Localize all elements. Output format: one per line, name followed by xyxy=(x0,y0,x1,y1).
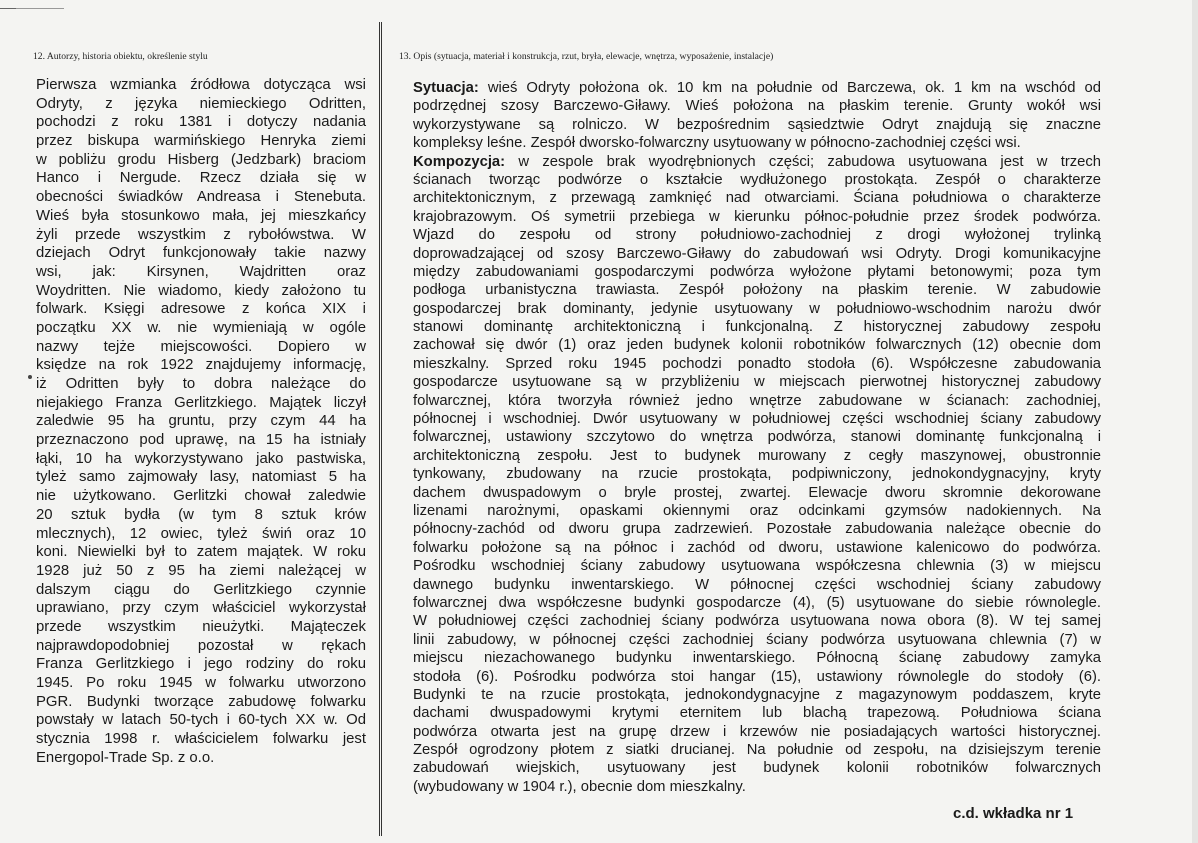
history-line: Hanco i Nergude. Rzecz działa się w xyxy=(36,170,366,187)
description-line: (wybudowany w 1904 r.), obecnie dom mieszkalny. xyxy=(413,778,746,795)
history-line: 1945. Po roku 1945 w folwarku utworzono xyxy=(36,675,366,691)
description-line: krajobrazowym. Oś symetrii przebiega w kierunku północ-południe przez środek podwórza. xyxy=(413,208,1101,225)
history-text xyxy=(36,76,366,767)
description-line: Zespół ogrodzony płotem z siatki drucianej. Na południe od zespołu, na dzisiejszym terenie xyxy=(413,742,1101,759)
history-line: Franza Gerlitzkiego i jego rodziny do roku xyxy=(36,656,366,673)
history-line: niejakiego Franza Gerlitzkiego. Majątek liczył xyxy=(36,394,366,411)
description-line xyxy=(413,79,1101,97)
section-header-history: 12. Autorzy, historia obiektu, określenie stylu xyxy=(33,51,208,62)
history-line: w pobliżu grodu Hisberg (Jedzbark) braciom xyxy=(36,151,366,168)
history-line: dziejach Odryt funkcjonowały takie nazwy xyxy=(36,245,366,262)
column-divider-second-line xyxy=(381,22,382,836)
description-line: między zabudowaniami gospodarczymi podwórza wyłożone płytami betonowymi; poza tym xyxy=(413,263,1101,280)
description-line: północny-zachód od dworu grupa zadrzewień. Pozostałe zabudowania należące obecnie do xyxy=(413,521,1101,538)
description-line: lizenami narożnymi, opaskami okiennymi oraz odcinkami gzymsów nadokiennych. Na xyxy=(413,502,1101,519)
description-line: mieszkalny. Sprzed roku 1945 pochodzi ponadto stodoła (6). Współczesne zabudowania xyxy=(413,355,1101,372)
description-line: folwarcznej, która tworzyła również jedno wnętrze zabudowane w ścianach: zachodniej, xyxy=(413,392,1101,409)
history-line: tyleż samo zajmowały lasy, natomiast 5 ha xyxy=(36,469,366,486)
history-line: zaledwie 95 ha gruntu, przy czym 44 ha xyxy=(36,413,366,430)
history-line: 1928 już 50 z 95 ha ziemi należącej w xyxy=(36,562,366,579)
margin-mark xyxy=(28,375,32,379)
history-line: dalszym ciągu do Gerlitzkiego czynnie xyxy=(36,581,366,598)
description-line: podrzędnej szosy Barczewo-Giławy. Wieś położona na płaskim terenie. Grunty wokół wsi xyxy=(413,98,1101,115)
description-line: tynkowany, zbudowany na rzucie prostokąta, podpiwniczony, jednokondygnacyjny, kryty xyxy=(413,466,1101,483)
description-line: gospodarczej brak dominanty, jedynie usytuowany w południowo-wschodnim narożu dwór xyxy=(413,300,1101,317)
top-rule-extension xyxy=(16,8,64,9)
history-line: Wieś była stosunkowo mała, jej mieszkańcy xyxy=(36,207,366,224)
history-line: obecności świadków Andreasa i Stenebuta. xyxy=(36,189,366,206)
description-line xyxy=(413,153,1101,171)
description-line: kompleksy leśne. Zespół dworsko-folwarczny usytuowany w północno-zachodniej części wsi. xyxy=(413,135,1021,152)
description-line: W południowej części zachodniej ściany podwórza usytuowana nowa obora (8). W tej samej xyxy=(413,613,1101,630)
description-line: gospodarcze usytuowane są w przybliżeniu w miejscach pierwotnej historycznej zabudowy xyxy=(413,374,1101,391)
description-line: zachował się dwór (1) oraz jeden budynek kolonii robotników folwarcznych (12) obecnie dom xyxy=(413,337,1101,354)
history-line: uprawiano, przy czym właściciel wykorzystał xyxy=(36,600,366,617)
description-line: Budynki te na rzucie prostokąta, jednokondygnacyjne z magazynowym poddaszem, kryte xyxy=(413,686,1101,703)
column-divider xyxy=(379,22,380,836)
continuation-note: c.d. wkładka nr 1 xyxy=(953,805,1074,822)
history-line: koni. Niewielki był to zatem majątek. W roku xyxy=(36,544,366,561)
history-line: najprawdopodobniej pozostał w rękach xyxy=(36,637,366,654)
history-line: iż Odritten były to dobra należące do xyxy=(36,376,366,392)
label-kompozycja: Kompozycja: xyxy=(413,153,506,170)
history-line: Woydritten. Nie wiadomo, kiedy założono tu xyxy=(36,282,366,299)
history-line: przez biskupa warmińskiego Henryka ziemi xyxy=(36,133,366,150)
history-line: łąki, 10 ha wykorzystywano jako pastwiska, xyxy=(36,450,366,467)
kompozycja-text: w zespole brak wyodrębnionych części; zabudowa usytuowana jest w trzech xyxy=(505,153,1101,170)
description-line: dachem dwuspadowym o bryle prostej, zwartej. Elewacje dworu skromnie dekorowane xyxy=(413,484,1101,501)
history-line: 20 sztuk bydła (w tym 8 sztuk krów xyxy=(36,506,366,523)
history-line: mlecznych), 12 owiec, tyleż świń oraz 10 xyxy=(36,525,366,542)
history-line: powstały w latach 50-tych i 60-tych XX w. Od xyxy=(36,712,366,729)
description-line: doprowadzającej od szosy Barczewo-Giławy do zabudowań wsi Odryty. Drogi komunikacyjne xyxy=(413,245,1101,262)
history-line: przede wszystkim nieużytki. Mająteczek xyxy=(36,618,366,635)
history-line: przeznaczono pod uprawę, na 15 ha istniały xyxy=(36,432,366,449)
description-line: wykorzystywane są rolniczo. W bezpośrednim sąsiedztwie Odryt znajdują się znaczne xyxy=(413,116,1101,133)
top-rule xyxy=(0,8,16,9)
history-line: folwark. Księgi adresowe z końca XIX i xyxy=(36,301,366,318)
description-line: linii zabudowy, w północnej części zachodniej ściany podwórza usytuowana chlewnia (7) w xyxy=(413,631,1101,648)
section-header-description: 13. Opis (sytuacja, materiał i konstrukcja, rzut, bryła, elewacje, wnętrza, wyposażenie, instalacje) xyxy=(399,51,774,62)
description-line: folwarku położone są na północ i zachód od dworu, ustawione kalenicowo do podwórza. xyxy=(413,539,1101,556)
history-line: PGR. Budynki tworzące zabudowę folwarku xyxy=(36,693,366,710)
description-line: stodoła (6). Pośrodku podwórza stoi hangar (15), ustawiony równolegle do stodoły (6). xyxy=(413,668,1101,685)
history-line: wsi, jak: Kirsynen, Wajdritten oraz xyxy=(36,263,366,280)
description-line: podłoga urbanistyczna trawiasta. Zespół położony na płaskim terenie. W zabudowie xyxy=(413,282,1101,299)
history-line: księdze na rok 1922 znajdujemy informację, xyxy=(36,357,366,374)
description-line: zabudowań wiejskich, usytuowany jest budynek kolonii robotników folwarcznych xyxy=(413,760,1101,777)
label-sytuacja: Sytuacja: xyxy=(413,80,479,96)
history-line: pochodzi z roku 1381 i dotyczy nadania xyxy=(36,114,366,131)
description-line: stanowi dominantę architektoniczną i funkcjonalną. Z historycznej zabudowy zespołu xyxy=(413,319,1101,336)
description-line: architektonicznym, z przewagą zamknięć nad otwarciami. Ściana południowa o charakterze xyxy=(413,190,1101,207)
history-line: Pierwsza wzmianka źródłowa dotycząca wsi xyxy=(36,77,366,93)
history-line: Odryty, z języka niemieckiego Odritten, xyxy=(36,95,366,112)
history-line: nie użytkowano. Gerlitzki chował zaledwie xyxy=(36,488,366,505)
description-line: Wjazd do zespołu od strony południowo-zachodniej z drogi wyłożonej trylinką xyxy=(413,227,1101,244)
history-line: nazwy tejże miejscowości. Dopiero w xyxy=(36,338,366,355)
description-line: Pośrodku wschodniej ściany zabudowy usytuowana współczesna chlewnia (3) w miejscu xyxy=(413,558,1101,575)
sytuacja-text: wieś Odryty położona ok. 10 km na południe od Barczewa, ok. 1 km na wschód od xyxy=(478,80,1101,96)
history-line: żyli przede wszystkim z rybołówstwa. W xyxy=(36,226,366,243)
description-line: folwarcznej, ustawiony szczytowo do wnętrza podwórza, stanowi dominantę funkcjonalną i xyxy=(413,429,1101,446)
history-line: stycznia 1998 r. właścicielem folwarku jest xyxy=(36,731,366,748)
description-line: podwórza otwarta jest na grupę drzew i krzewów nie posiadających wartości historycznej. xyxy=(413,723,1101,740)
description-text xyxy=(413,79,1101,796)
description-line: północnej i wschodniej. Dwór usytuowany w południowej części wschodniej ściany zabudowy xyxy=(413,411,1101,428)
description-line: ścianach tworząc podwórze o kształcie wydłużonego prostokąta. Zespół o charakterze xyxy=(413,171,1101,188)
history-line: początku XX w. nie wymieniają w ogóle xyxy=(36,319,366,336)
description-line: folwarcznej dwa współczesne budynki gospodarcze (4), (5) usytuowane do siebie równolegle. xyxy=(413,594,1101,611)
description-line: miejscu niezachowanego budynku inwentarskiego. Północną ścianę zabudowy zamyka xyxy=(413,650,1101,667)
history-line: Energopol-Trade Sp. z o.o. xyxy=(36,749,215,766)
description-line: dachami dwuspadowymi krytymi eternitem lub blachą trapezową. Południowa ściana xyxy=(413,705,1101,722)
description-line: architektoniczną zespołu. Jest to budynek murowany z cegły maszynowej, obustronnie xyxy=(413,447,1101,464)
description-line: dawnego budynku inwentarskiego. W północnej części wschodniej ściany zabudowy xyxy=(413,576,1101,593)
page-edge xyxy=(1192,0,1198,843)
